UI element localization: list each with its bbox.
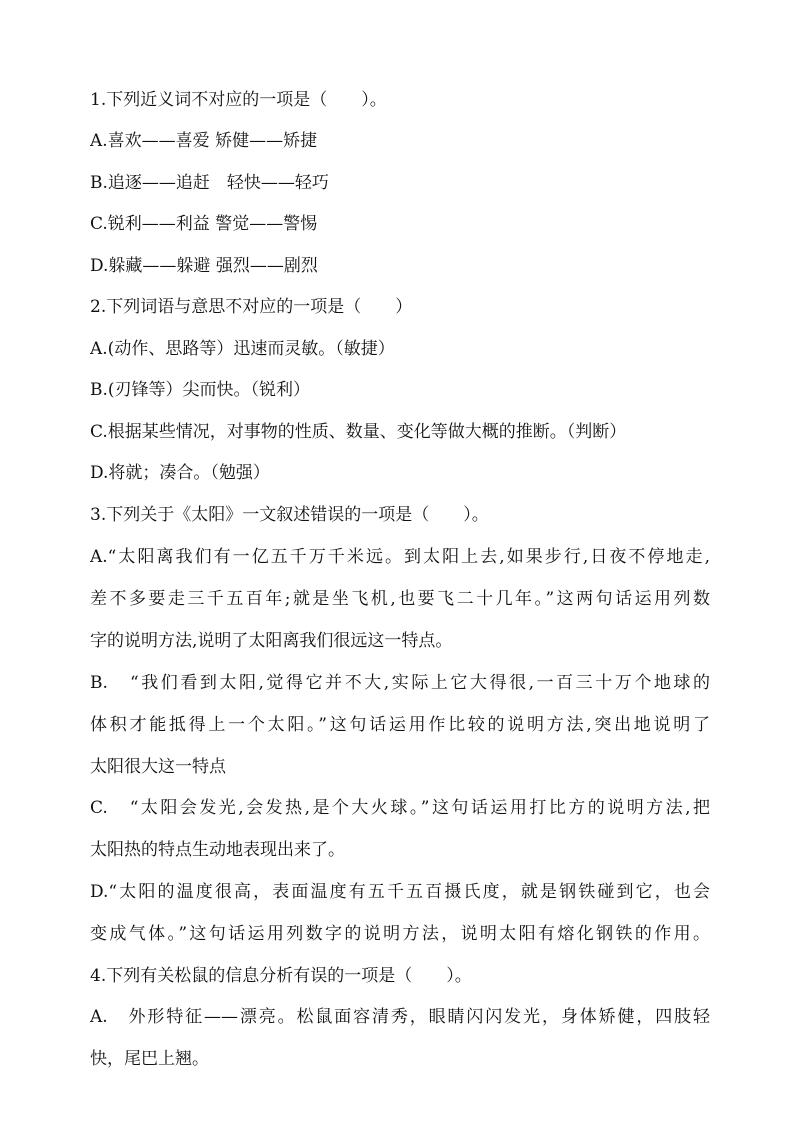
question-3-option-c-line-1: C. “太阳会发光,会发热,是个大火球。”这句话运用打比方的说明方法,把 bbox=[90, 798, 710, 818]
question-1-option-a: A.喜欢——喜爱 矫健——矫捷 bbox=[90, 131, 318, 151]
question-2-option-c: C.根据某些情况，对事物的性质、数量、变化等做大概的推断。（判断） bbox=[90, 422, 627, 442]
question-3-option-b-line-3: 太阳很大这一特点 bbox=[90, 757, 226, 777]
question-4-option-a-line-2: 快，尾巴上翘。 bbox=[90, 1049, 209, 1069]
question-2-stem: 2.下列词语与意思不对应的一项是（ ） bbox=[90, 297, 413, 317]
question-3-option-a-line-1: A.“太阳离我们有一亿五千万千米远。到太阳上去,如果步行,日夜不停地走, bbox=[90, 547, 710, 567]
question-4-option-a-line-1: A. 外形特征——漂亮。松鼠面容清秀，眼睛闪闪发光，身体矫健，四肢轻 bbox=[90, 1007, 710, 1027]
question-3-option-b-line-2: 体积才能抵得上一个太阳。”这句话运用作比较的说明方法,突出地说明了 bbox=[90, 715, 710, 735]
question-3-option-d-line-1: D.“太阳的温度很高，表面温度有五千五百摄氏度，就是钢铁碰到它，也会 bbox=[90, 882, 710, 902]
question-2-option-b: B.(刃锋等）尖而快。（锐利） bbox=[90, 380, 311, 400]
question-3-option-a-line-3: 字的说明方法,说明了太阳离我们很远这一特点。 bbox=[90, 631, 453, 651]
question-3-option-d-line-2: 变成气体。”这句话运用列数字的说明方法，说明太阳有熔化钢铁的作用。 bbox=[90, 924, 710, 944]
question-3-stem: 3.下列关于《太阳》一文叙述错误的一项是（ ）。 bbox=[90, 505, 489, 525]
question-2-option-a: A.(动作、思路等）迅速而灵敏。（敏捷） bbox=[90, 339, 395, 359]
question-1-stem: 1.下列近义词不对应的一项是（ ）。 bbox=[90, 90, 387, 110]
question-1-option-c: C.锐利——利益 警觉——警惕 bbox=[90, 214, 318, 234]
question-2-option-d: D.将就；凑合。（勉强） bbox=[90, 463, 270, 483]
question-4-stem: 4.下列有关松鼠的信息分析有误的一项是（ ）。 bbox=[90, 966, 472, 986]
question-3-option-c-line-2: 太阳热的特点生动地表现出来了。 bbox=[90, 840, 345, 860]
question-3-option-a-line-2: 差不多要走三千五百年;就是坐飞机,也要飞二十几年。”这两句话运用列数 bbox=[90, 589, 710, 609]
question-1-option-b: B.追逐——追赶 轻快——轻巧 bbox=[90, 173, 329, 193]
question-3-option-b-line-1: B. “我们看到太阳,觉得它并不大,实际上它大得很,一百三十万个地球的 bbox=[90, 673, 710, 693]
question-1-option-d: D.躲藏——躲避 强烈——剧烈 bbox=[90, 256, 318, 276]
